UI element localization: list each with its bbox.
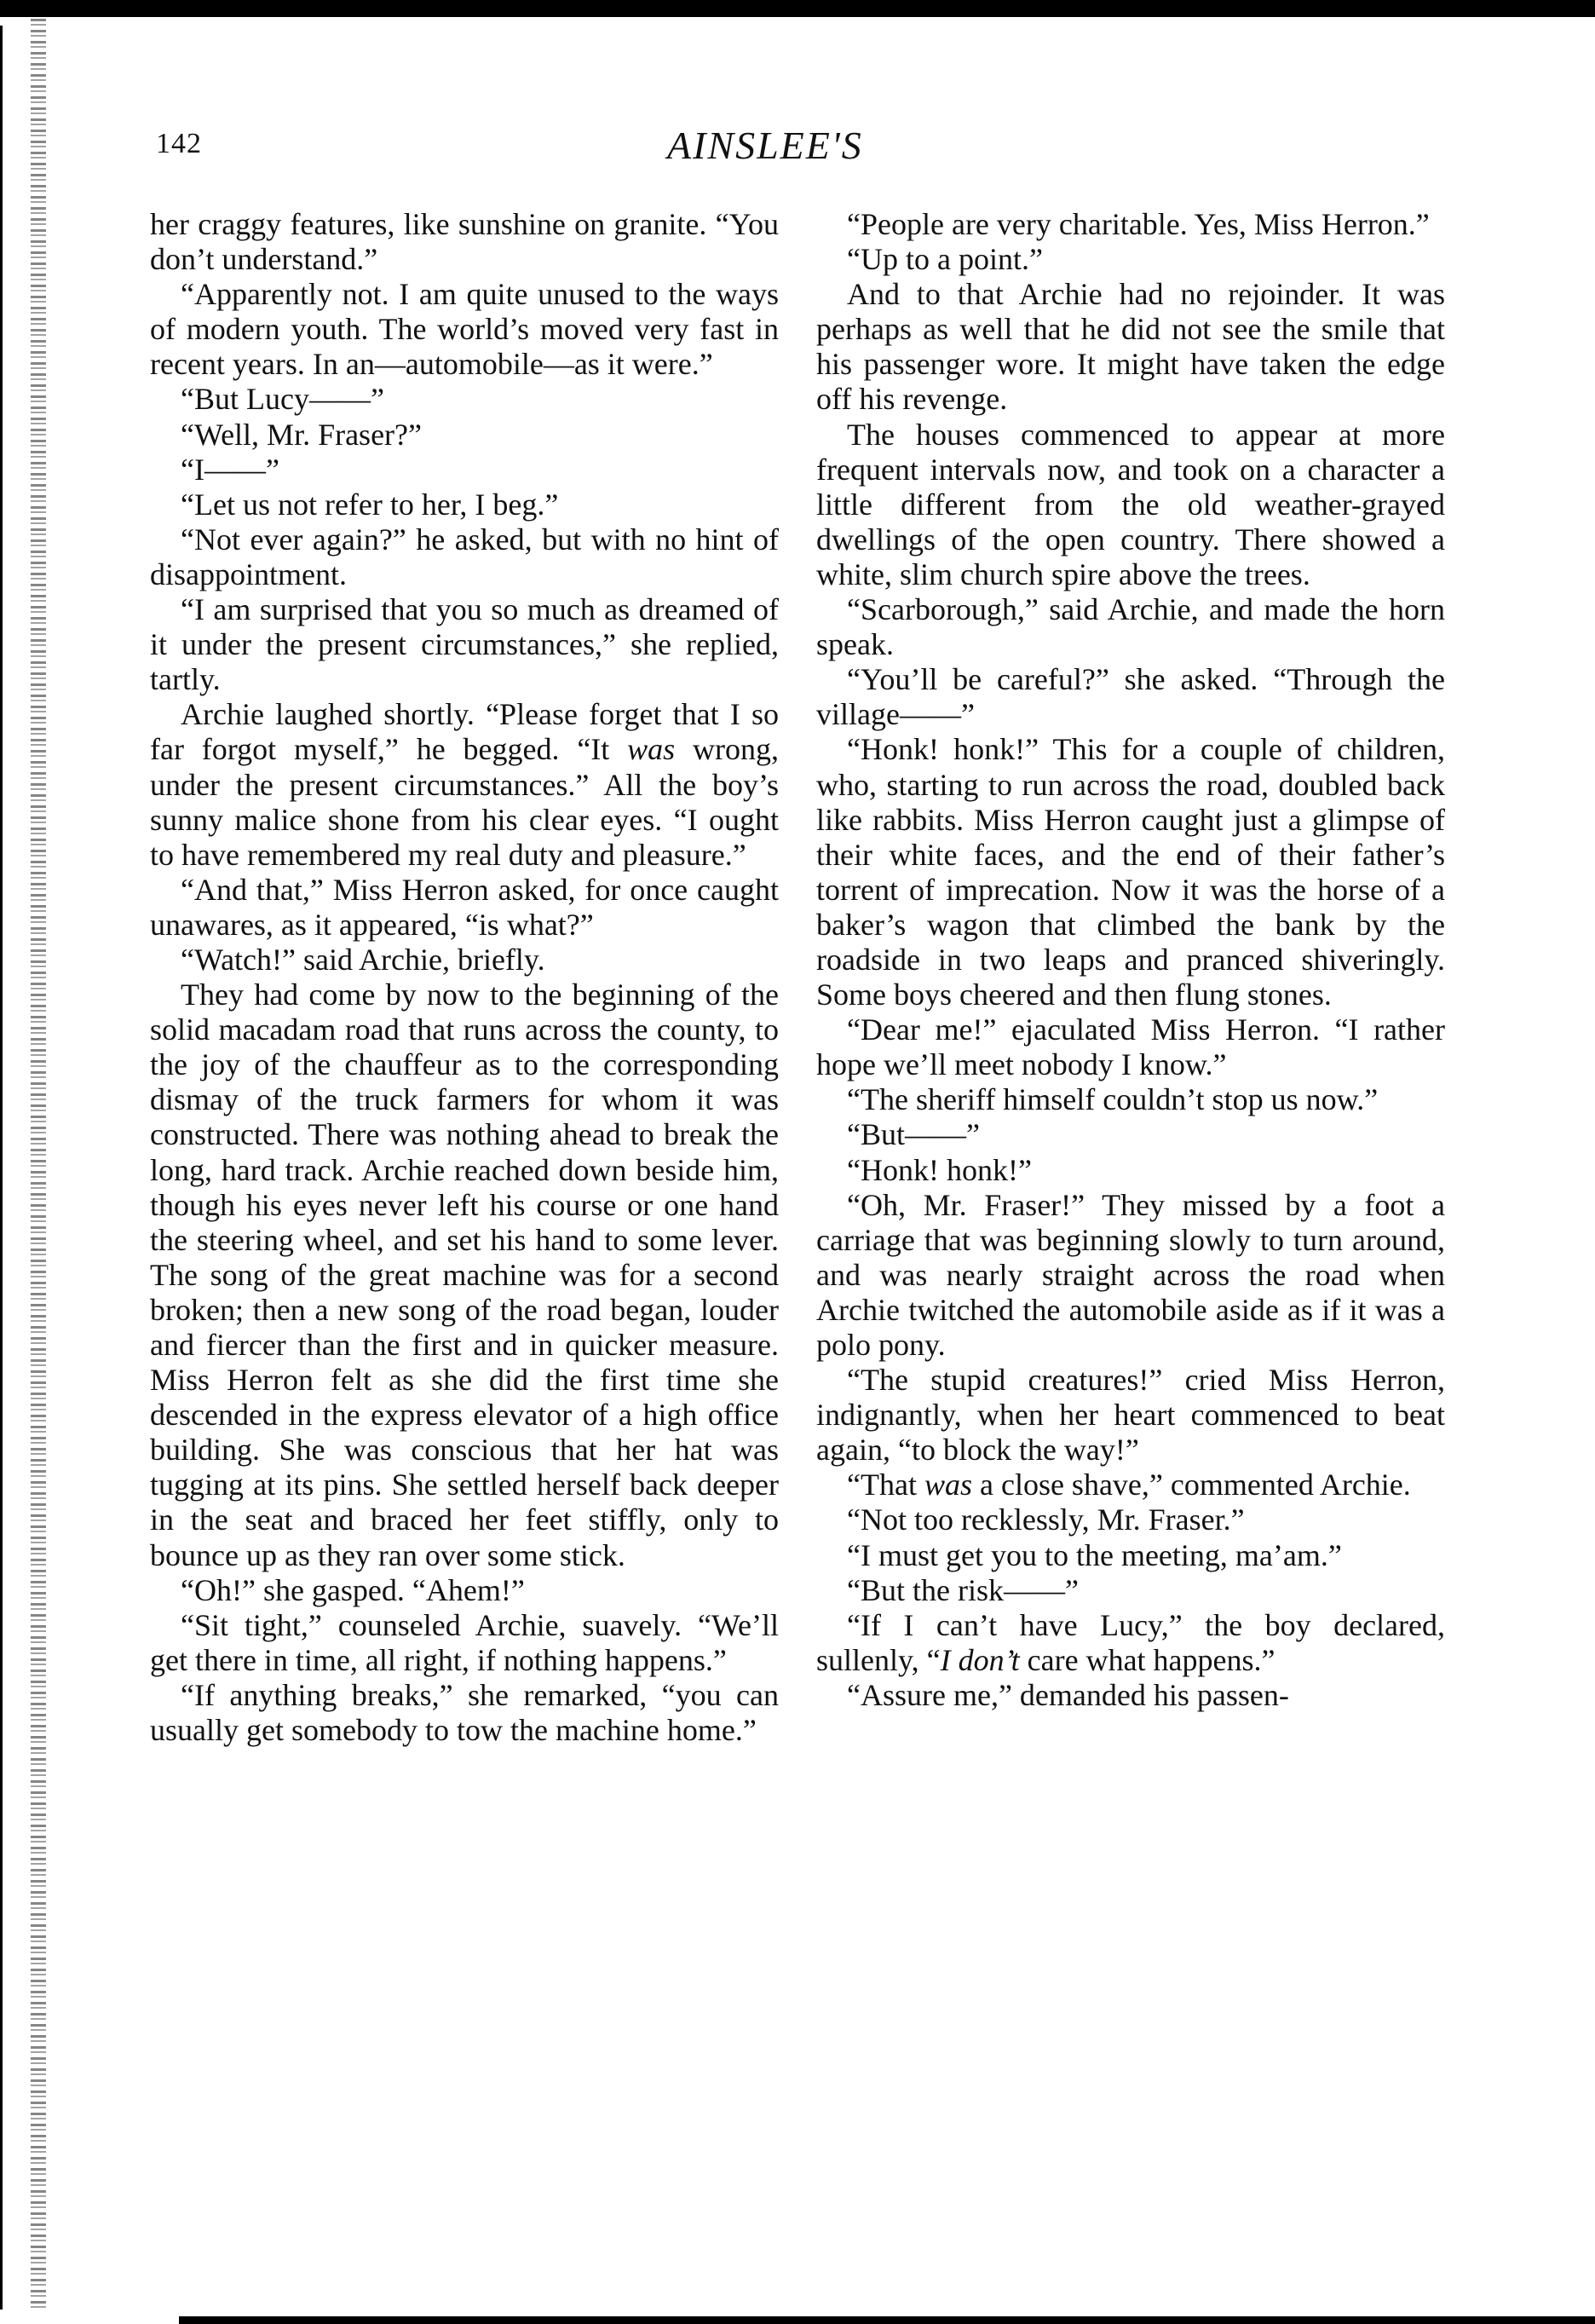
paragraph [150, 487, 779, 522]
paragraph-text: “I——” [181, 452, 279, 487]
paragraph [150, 943, 779, 977]
paragraph-text: The houses commenced to appear at more frequent intervals now, and took on a character a little different from the old weather-grayed dwellings of the open country. There showed a white, slim church spire above the trees. [816, 417, 1445, 591]
paragraph [816, 1363, 1445, 1468]
paragraph [816, 1117, 1445, 1152]
paragraph [816, 1573, 1445, 1608]
paragraph-text: “The sheriff himself couldn’t stop us now.” [847, 1082, 1379, 1117]
paragraph-text: “Not too recklessly, Mr. Fraser.” [847, 1502, 1245, 1537]
paragraph-text: “Oh!” she gasped. “Ahem!” [181, 1572, 525, 1607]
paragraph-text: “And that,” Miss Herron asked, for once caught unawares, as it appeared, “is what?” [150, 872, 779, 942]
emphasis-text: was [627, 732, 676, 767]
paragraph-text: “If I can’t have Lucy,” the boy declared, sullenly, “ [816, 1607, 1445, 1677]
right-column [816, 207, 1445, 1713]
paragraph-text: “Watch!” said Archie, briefly. [181, 942, 545, 977]
paragraph [150, 592, 779, 697]
paragraph-text: “Apparently not. I am quite unused to the ways of modern youth. The world’s moved very fast in recent years. In an—automobile—as it were.” [150, 277, 779, 382]
paragraph [816, 662, 1445, 732]
paragraph-text: “Honk! honk!” [847, 1152, 1032, 1187]
paragraph-text: “Dear me!” ejaculated Miss Herron. “I rather hope we’ll meet nobody I know.” [816, 1012, 1445, 1082]
paragraph-text: “Scarborough,” said Archie, and made the horn speak. [816, 592, 1445, 662]
paragraph [150, 418, 779, 453]
paragraph [816, 242, 1445, 277]
scan-bottom-edge [179, 2316, 1595, 2324]
paragraph [816, 207, 1445, 242]
paragraph-text: “Oh, Mr. Fraser!” They missed by a foot a carriage that was beginning slowly to turn around, and was nearly straight across the road when Archie twitched the automobile aside as if it was a polo pony. [816, 1187, 1445, 1362]
scan-top-edge [0, 0, 1595, 17]
paragraph [816, 418, 1445, 592]
scan-left-edge [0, 26, 3, 2310]
paragraph [816, 732, 1445, 1012]
paragraph-text-continued: a close shave,” commented Archie. [971, 1468, 1411, 1502]
paragraph [816, 277, 1445, 417]
binding-spine [31, 19, 46, 2311]
paragraph [150, 873, 779, 943]
paragraph [816, 1678, 1445, 1713]
paragraph [150, 277, 779, 382]
emphasis-text: was [924, 1468, 972, 1502]
paragraph [816, 1012, 1445, 1082]
paragraph-text: “Sit tight,” counseled Archie, suavely. “We’ll get there in time, all right, if nothing happens.” [150, 1607, 779, 1677]
paragraph [816, 592, 1445, 662]
paragraph [816, 1468, 1445, 1502]
paragraph-text: “Honk! honk!” This for a couple of children, who, starting to run across the road, doubled back like rabbits. Miss Herron caught just a glimpse of their white faces, and the end of their father’s torrent of imprecation. Now it was the horse of a baker’s wagon that climbed the bank by the roadside in two leaps and pranced shiveringly. Some boys cheered and then flung stones. [816, 732, 1445, 1012]
paragraph-text: “But——” [847, 1117, 980, 1152]
paragraph-text: Archie laughed shortly. “Please forget that I so far forgot myself,” he begged. “It [150, 697, 779, 767]
paragraph [150, 522, 779, 592]
paragraph-text: “Let us not refer to her, I beg.” [181, 487, 559, 522]
paragraph-text: “That [847, 1468, 924, 1502]
paragraph-text-continued: wrong, under the present circumstances.” All the boy’s sunny malice shone from his clear eyes. “I ought to have remembered my real duty and pleasure.” [150, 732, 779, 872]
page-number: 142 [156, 128, 202, 159]
paragraph-text: “But the risk——” [847, 1572, 1079, 1607]
paragraph [150, 453, 779, 487]
paragraph-text: And to that Archie had no rejoinder. It was perhaps as well that he did not see the smile that his passenger wore. It might have taken the edge off his revenge. [816, 277, 1445, 417]
paragraph [816, 1608, 1445, 1678]
paragraph-text: her craggy features, like sunshine on granite. “You don’t understand.” [150, 207, 779, 277]
paragraph [150, 1573, 779, 1608]
paragraph [816, 1082, 1445, 1117]
paragraph-text: “I must get you to the meeting, ma’am.” [847, 1537, 1342, 1572]
paragraph-text: “You’ll be careful?” she asked. “Through the village——” [816, 662, 1445, 732]
paragraph-text: “But Lucy——” [181, 382, 384, 417]
left-column [150, 207, 779, 1748]
emphasis-text: I don’t [940, 1642, 1020, 1677]
paragraph-text: “I am surprised that you so much as dreamed of it under the present circumstances,” she replied, tartly. [150, 592, 779, 697]
magazine-title: AINSLEE'S [667, 124, 863, 167]
paragraph [150, 1608, 779, 1678]
paragraph [150, 382, 779, 417]
paragraph-text: “The stupid creatures!” cried Miss Herron, indignantly, when her heart commenced to beat again, “to block the way!” [816, 1363, 1445, 1468]
paragraph [150, 977, 779, 1573]
paragraph-text: “If anything breaks,” she remarked, “you can usually get somebody to tow the machine home.” [150, 1677, 779, 1748]
paragraph-text: “Assure me,” demanded his passen- [847, 1677, 1289, 1712]
paragraph [150, 697, 779, 872]
running-head [156, 124, 1434, 170]
paragraph-text: “Up to a point.” [847, 242, 1043, 277]
paragraph [816, 1153, 1445, 1188]
paragraph-text: “Well, Mr. Fraser?” [181, 417, 422, 452]
paragraph-text: “Not ever again?” he asked, but with no hint of disappointment. [150, 522, 779, 591]
paragraph [816, 1502, 1445, 1537]
paragraph-text: “People are very charitable. Yes, Miss Herron.” [847, 207, 1430, 241]
paragraph [150, 207, 779, 277]
paragraph-text: They had come by now to the beginning of the solid macadam road that runs across the county, to the joy of the chauffeur as to the corresponding dismay of the truck farmers for whom it was constructed. There was nothing ahead to break the long, hard track. Archie reached down beside him, though his eyes never left his course or one hand the steering wheel, and set his hand to some lever. The song of the great machine was for a second broken; then a new song of the road began, louder and fiercer than the first and in quicker measure. Miss Herron felt as she did the first time she descended in the express elevator of a high office building. She was conscious that her hat was tugging at its pins. She settled herself back deeper in the seat and braced her feet stiffly, only to bounce up as they ran over some stick. [150, 977, 779, 1572]
paragraph [816, 1538, 1445, 1573]
paragraph [816, 1188, 1445, 1363]
paragraph-text-continued: care what happens.” [1019, 1642, 1275, 1677]
paragraph [150, 1678, 779, 1748]
